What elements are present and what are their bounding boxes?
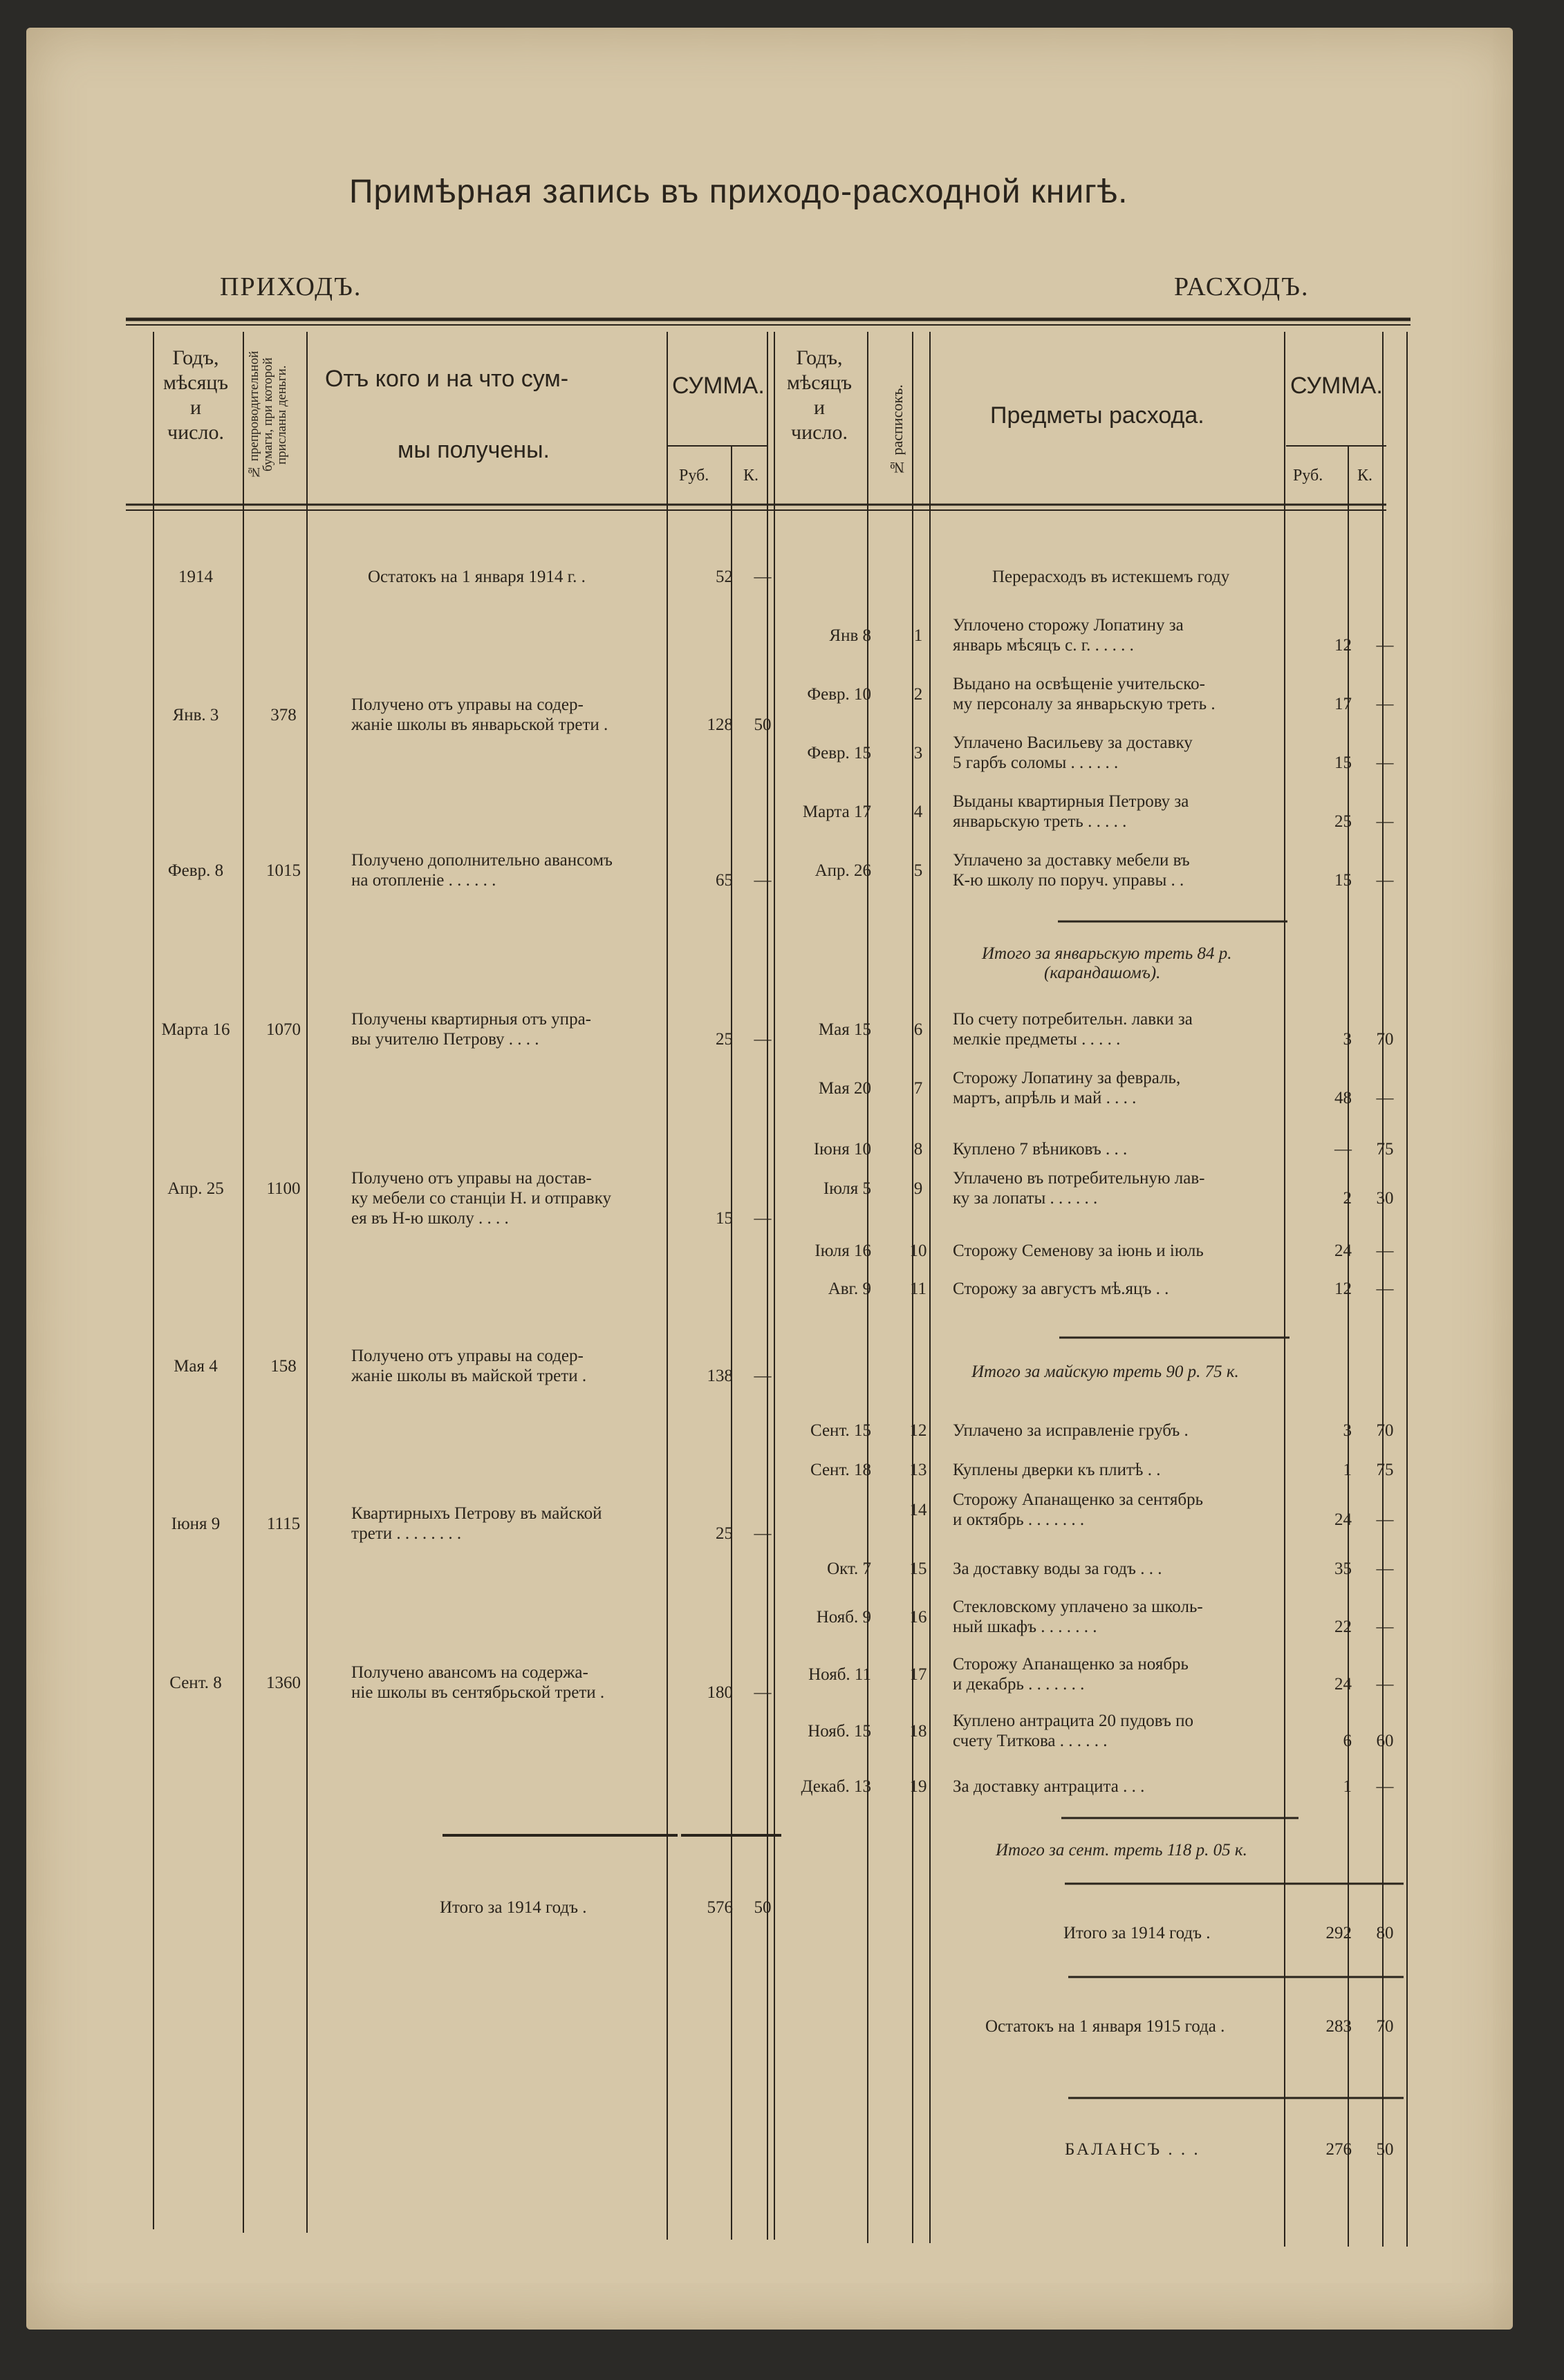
- income-header-from-line2: мы получены.: [398, 437, 550, 463]
- income-row-text: Остатокъ на 1 января 1914 г. .: [368, 568, 586, 586]
- income-row-kop: —: [754, 1209, 772, 1228]
- income-total-rub: 576: [707, 1898, 733, 1917]
- expense-header-date: Годъ, мѣсяцъ и число.: [787, 346, 852, 444]
- expense-row-rub: 1: [1343, 1777, 1352, 1796]
- expense-row-receipt-no: 5: [913, 861, 923, 880]
- expense-row-text: Уплачено за доставку мебели въ: [953, 851, 1190, 870]
- expense-row-receipt-no: 9: [913, 1179, 923, 1198]
- expense-row-text: Куплено антрацита 20 пудовъ по: [953, 1712, 1194, 1730]
- expense-header-kop: К.: [1357, 467, 1373, 485]
- income-row-text: ея въ Н-ю школу . . . .: [351, 1209, 509, 1228]
- income-row-doc-no: 1100: [266, 1179, 301, 1198]
- income-row-text: жаніе школы въ майской трети .: [351, 1367, 587, 1385]
- expense-row-date: Іюля 5: [823, 1179, 871, 1198]
- income-row-date: Сент. 8: [169, 1674, 222, 1692]
- income-label: ПРИХОДЪ.: [220, 272, 362, 301]
- income-header-kop: К.: [743, 467, 759, 485]
- income-row-doc-no: 1360: [266, 1674, 301, 1692]
- expense-row-text: За доставку антрацита . . .: [953, 1777, 1145, 1796]
- expense-row-kop: —: [1376, 1241, 1394, 1260]
- income-row-text: трети . . . . . . . .: [351, 1524, 462, 1543]
- expense-row-kop: —: [1376, 1559, 1394, 1578]
- expense-row-kop: 75: [1376, 1140, 1394, 1159]
- expense-row-kop: 70: [1376, 1030, 1394, 1049]
- income-row-text: Получено отъ управы на содер-: [351, 695, 584, 714]
- expense-row-rub: —: [1334, 1140, 1352, 1159]
- income-total-label: Итого за 1914 годъ .: [440, 1898, 587, 1917]
- expense-row-kop: 60: [1376, 1732, 1394, 1750]
- expense-row-receipt-no: 16: [909, 1608, 927, 1627]
- income-row-date: Мая 4: [174, 1357, 218, 1376]
- expense-row-kop: —: [1376, 753, 1394, 772]
- expense-row-rub: 1: [1343, 1461, 1352, 1479]
- expense-row-text: По счету потребительн. лавки за: [953, 1010, 1193, 1029]
- expense-row-receipt-no: 14: [909, 1501, 927, 1519]
- income-header-rub: Руб.: [679, 467, 709, 485]
- income-row-date: Апр. 25: [167, 1179, 224, 1198]
- expense-row-kop: 75: [1376, 1461, 1394, 1479]
- income-row-doc-no: 158: [270, 1357, 297, 1376]
- expense-row-rub: 3: [1343, 1421, 1352, 1440]
- expense-row-rub: 17: [1334, 695, 1352, 713]
- expense-row-date: Декаб. 13: [801, 1777, 871, 1796]
- expense-header-receipt-no: № расписокъ.: [888, 384, 906, 476]
- income-row-text: Получено отъ управы на достав-: [351, 1169, 592, 1188]
- expense-row-text: январьскую треть . . . . .: [953, 812, 1127, 831]
- income-row-kop: 50: [754, 715, 772, 734]
- expense-row-receipt-no: 2: [913, 685, 923, 704]
- expense-row-date: Янв 8: [829, 626, 871, 645]
- expense-row-receipt-no: 10: [909, 1241, 927, 1260]
- expense-row-text: Сторожу Апанащенко за ноябрь: [953, 1655, 1189, 1674]
- income-row-kop: —: [754, 871, 772, 890]
- expense-row-text: Уплачено за исправленіе грубъ .: [953, 1421, 1189, 1440]
- expense-row-text: мелкіе предметы . . . . .: [953, 1030, 1121, 1049]
- expense-row-date: Окт. 7: [827, 1559, 871, 1578]
- expense-row-date: Сент. 18: [810, 1461, 871, 1479]
- expense-row-kop: —: [1376, 871, 1394, 890]
- income-row-text: ку мебели со станціи Н. и отправку: [351, 1189, 612, 1208]
- expense-row-rub: 2: [1343, 1189, 1352, 1208]
- expense-row-date: Іюня 10: [813, 1140, 871, 1159]
- income-row-doc-no: 378: [270, 706, 297, 724]
- expense-row-receipt-no: 4: [913, 803, 923, 821]
- expense-row-receipt-no: 8: [913, 1140, 923, 1159]
- expense-row-text: и октябрь . . . . . . .: [953, 1510, 1085, 1529]
- page-title: Примѣрная запись въ приходо-расходной книгѣ.: [349, 174, 1128, 210]
- expense-row-rub: 3: [1343, 1030, 1352, 1049]
- expense-row-date: Іюля 16: [814, 1241, 871, 1260]
- expense-row-text: Сторожу Лопатину за февраль,: [953, 1069, 1181, 1087]
- income-row-doc-no: 1015: [266, 861, 301, 880]
- expense-row-rub: 24: [1334, 1241, 1352, 1260]
- expense-row-rub: 6: [1343, 1732, 1352, 1750]
- income-row-rub: 52: [716, 568, 733, 586]
- expense-row-date: Февр. 15: [807, 744, 871, 762]
- expense-header-rub: Руб.: [1293, 467, 1323, 485]
- expense-row-rub: 15: [1334, 871, 1352, 890]
- expense-row-kop: —: [1376, 636, 1394, 655]
- income-row-text: Квартирныхъ Петрову въ майской: [351, 1504, 602, 1523]
- expense-row-date: Нояб. 15: [808, 1722, 871, 1741]
- income-row-kop: —: [754, 568, 772, 586]
- income-row-date: Марта 16: [161, 1020, 230, 1039]
- expense-row-text: 5 гарбъ соломы . . . . . .: [953, 753, 1119, 772]
- expense-row-date: Авг. 9: [828, 1280, 871, 1298]
- income-header-from-line1: Отъ кого и на что сум-: [325, 366, 569, 392]
- expense-row-receipt-no: 7: [913, 1079, 923, 1098]
- income-row-rub: 25: [716, 1524, 733, 1543]
- expense-row-kop: —: [1376, 1510, 1394, 1529]
- income-row-rub: 180: [707, 1683, 733, 1702]
- expense-row-date: Нояб. 11: [808, 1665, 871, 1684]
- expense-row-receipt-no: 1: [913, 626, 923, 645]
- expense-row-text: К-ю школу по поруч. управы . .: [953, 871, 1184, 890]
- expense-row-kop: 30: [1376, 1189, 1394, 1208]
- expense-row-text: Куплены дверки къ плитѣ . .: [953, 1461, 1161, 1479]
- expense-row-date: Сент. 15: [810, 1421, 871, 1440]
- carryover-label: Остатокъ на 1 января 1915 года .: [985, 2017, 1225, 2036]
- income-row-rub: 65: [716, 871, 733, 890]
- expense-total-kop: 80: [1376, 1924, 1394, 1942]
- expense-row-text: Куплено 7 вѣниковъ . . .: [953, 1140, 1128, 1159]
- expense-row-kop: —: [1376, 1777, 1394, 1796]
- expense-row-rub: 48: [1334, 1089, 1352, 1107]
- expense-row-receipt-no: 12: [909, 1421, 927, 1440]
- expense-row-text: Выдано на освѣщеніе учительско-: [953, 675, 1205, 693]
- expense-row-rub: 25: [1334, 812, 1352, 831]
- expense-total-rub: 292: [1325, 1924, 1352, 1942]
- income-row-date: Февр. 8: [167, 861, 224, 880]
- income-row-rub: 15: [716, 1209, 733, 1228]
- expense-row-text: счету Титкова . . . . . .: [953, 1732, 1108, 1750]
- expense-row-text: За доставку воды за годъ . . .: [953, 1559, 1162, 1578]
- expense-subtotal-1-note: (карандашомъ).: [1044, 964, 1161, 982]
- expense-row-rub: 24: [1334, 1675, 1352, 1694]
- expense-label: РАСХОДЪ.: [1174, 272, 1310, 301]
- expense-row-text: Перерасходъ въ истекшемъ году: [992, 568, 1230, 586]
- expense-row-date: Февр. 10: [807, 685, 871, 704]
- income-row-text: Получены квартирныя отъ упра-: [351, 1010, 591, 1029]
- expense-row-text: ный шкафъ . . . . . . .: [953, 1618, 1097, 1636]
- balance-label: БАЛАНСЪ . . .: [1065, 2140, 1200, 2159]
- expense-row-date: Мая 20: [818, 1079, 871, 1098]
- expense-row-text: Выданы квартирныя Петрову за: [953, 792, 1189, 811]
- carryover-rub: 283: [1325, 2017, 1352, 2036]
- income-row-text: Получено отъ управы на содер-: [351, 1347, 584, 1365]
- expense-total-label: Итого за 1914 годъ .: [1063, 1924, 1211, 1942]
- income-row-text: Получено авансомъ на содержа-: [351, 1663, 588, 1682]
- carryover-kop: 70: [1376, 2017, 1394, 2036]
- expense-row-kop: 70: [1376, 1421, 1394, 1440]
- expense-row-rub: 22: [1334, 1618, 1352, 1636]
- expense-row-text: Сторожу Семенову за іюнь и іюль: [953, 1241, 1204, 1260]
- expense-row-text: Уплочено сторожу Лопатину за: [953, 616, 1184, 635]
- expense-row-date: Апр. 26: [814, 861, 871, 880]
- income-total-kop: 50: [754, 1898, 772, 1917]
- expense-row-receipt-no: 15: [909, 1559, 927, 1578]
- expense-row-receipt-no: 13: [909, 1461, 927, 1479]
- expense-subtotal-2: Итого за майскую треть 90 р. 75 к.: [971, 1362, 1239, 1381]
- expense-row-text: ку за лопаты . . . . . .: [953, 1189, 1098, 1208]
- income-row-kop: —: [754, 1524, 772, 1543]
- income-header-sum: СУММА.: [672, 373, 765, 399]
- expense-row-kop: —: [1376, 812, 1394, 831]
- income-row-doc-no: 1070: [266, 1020, 301, 1039]
- income-row-doc-no: 1115: [266, 1515, 301, 1533]
- expense-row-receipt-no: 17: [909, 1665, 927, 1684]
- expense-row-text: Сторожу Апанащенко за сентябрь: [953, 1490, 1204, 1509]
- expense-header-sum: СУММА.: [1290, 373, 1383, 399]
- expense-row-rub: 15: [1334, 753, 1352, 772]
- income-row-text: ніе школы въ сентябрьской трети .: [351, 1683, 605, 1702]
- expense-row-text: Стекловскому уплачено за школь-: [953, 1597, 1203, 1616]
- income-row-text: Получено дополнительно авансомъ: [351, 851, 613, 870]
- income-row-date: Іюня 9: [171, 1515, 221, 1533]
- expense-row-receipt-no: 11: [909, 1280, 927, 1298]
- income-row-text: жаніе школы въ январьской трети .: [351, 715, 608, 734]
- expense-row-text: и декабрь . . . . . . .: [953, 1675, 1085, 1694]
- expense-row-date: Нояб. 9: [816, 1608, 871, 1627]
- expense-row-receipt-no: 6: [913, 1020, 923, 1039]
- expense-row-receipt-no: 18: [909, 1722, 927, 1741]
- income-row-text: вы учителю Петрову . . . .: [351, 1030, 539, 1049]
- expense-row-date: Марта 17: [802, 803, 871, 821]
- expense-row-rub: 12: [1334, 636, 1352, 655]
- income-row-kop: —: [754, 1367, 772, 1385]
- expense-row-kop: —: [1376, 1618, 1394, 1636]
- income-row-text: на отопленіе . . . . . .: [351, 871, 496, 890]
- income-row-date: Янв. 3: [172, 706, 219, 724]
- expense-row-text: мартъ, апрѣль и май . . . .: [953, 1089, 1137, 1107]
- expense-row-text: Сторожу за августъ мѣ.яцъ . .: [953, 1280, 1169, 1298]
- expense-row-kop: —: [1376, 1089, 1394, 1107]
- income-header-date: Годъ, мѣсяцъ и число.: [163, 346, 228, 444]
- income-row-kop: —: [754, 1683, 772, 1702]
- income-row-rub: 25: [716, 1030, 733, 1049]
- expense-row-rub: 12: [1334, 1280, 1352, 1298]
- income-row-rub: 138: [707, 1367, 733, 1385]
- expense-subtotal-3: Итого за сент. треть 118 р. 05 к.: [996, 1841, 1247, 1859]
- expense-row-text: Уплачено Васильеву за доставку: [953, 733, 1193, 752]
- expense-row-rub: 35: [1334, 1559, 1352, 1578]
- expense-row-receipt-no: 3: [913, 744, 923, 762]
- expense-header-items: Предметы расхода.: [990, 402, 1204, 429]
- balance-rub: 276: [1325, 2140, 1352, 2159]
- expense-row-kop: —: [1376, 1280, 1394, 1298]
- expense-row-text: Уплачено въ потребительную лав-: [953, 1169, 1205, 1188]
- expense-row-kop: —: [1376, 1675, 1394, 1694]
- income-row-date: 1914: [178, 568, 213, 586]
- expense-row-rub: 24: [1334, 1510, 1352, 1529]
- expense-row-date: Мая 15: [818, 1020, 871, 1039]
- balance-kop: 50: [1376, 2140, 1394, 2159]
- income-row-kop: —: [754, 1030, 772, 1049]
- expense-row-kop: —: [1376, 695, 1394, 713]
- expense-subtotal-1: Итого за январьскую треть 84 р.: [982, 944, 1232, 963]
- expense-row-receipt-no: 19: [909, 1777, 927, 1796]
- income-header-doc-no: № препроводительной бумаги, при которой присланы деньги.: [247, 350, 289, 479]
- income-row-rub: 128: [707, 715, 733, 734]
- expense-row-text: январь мѣсяцъ с. г. . . . . .: [953, 636, 1134, 655]
- expense-row-text: му персоналу за январьскую треть .: [953, 695, 1216, 713]
